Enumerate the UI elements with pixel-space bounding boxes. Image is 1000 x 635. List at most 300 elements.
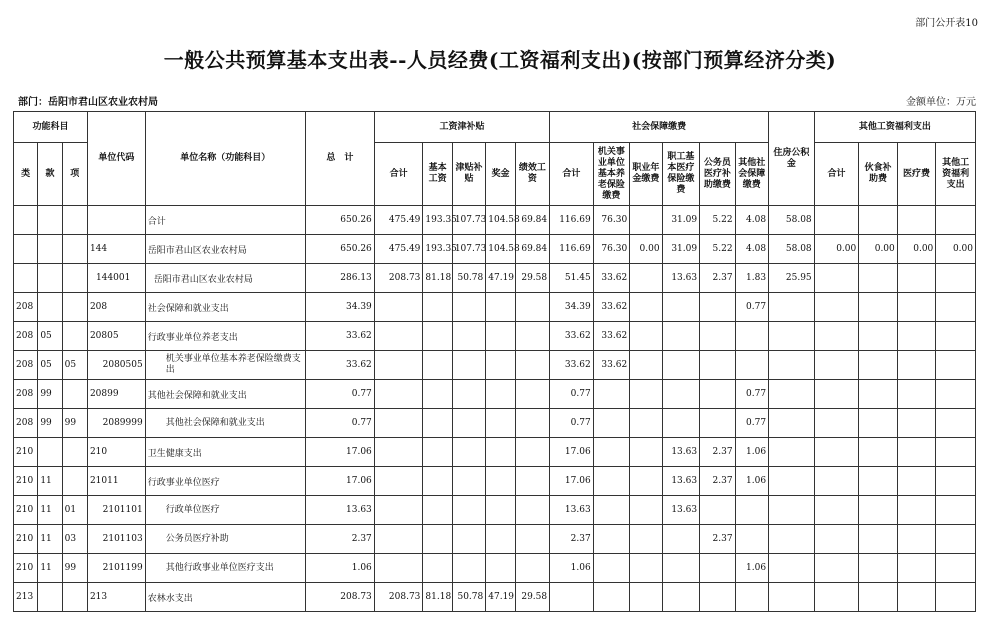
cell-kuan — [38, 293, 62, 322]
cell-value: 1.83 — [735, 264, 768, 293]
cell-xiang: 99 — [62, 409, 87, 438]
cell-unit-name: 岳阳市君山区农业农村局 — [145, 264, 305, 293]
department-label: 部门：岳阳市君山区农业农村局 — [18, 97, 158, 108]
cell-value — [936, 264, 976, 293]
cell-value — [486, 409, 515, 438]
cell-value: 2.37 — [305, 525, 374, 554]
cell-value — [769, 467, 815, 496]
cell-kuan — [38, 264, 62, 293]
cell-unit-name: 机关事业单位基本养老保险缴费支出 — [145, 351, 305, 380]
cell-value — [550, 583, 594, 612]
cell-value: 17.06 — [550, 438, 594, 467]
cell-xiang — [62, 206, 87, 235]
cell-unit-code: 144001 — [87, 264, 145, 293]
cell-value — [814, 322, 859, 351]
cell-value — [423, 380, 452, 409]
cell-value: 33.62 — [305, 351, 374, 380]
header-lei: 类 — [14, 143, 38, 206]
cell-value — [374, 525, 423, 554]
cell-value: 47.19 — [486, 264, 515, 293]
header-medical: 职工基本医疗保险缴费 — [662, 143, 700, 206]
cell-value: 4.08 — [735, 235, 768, 264]
cell-value: 69.84 — [515, 235, 549, 264]
cell-value — [897, 438, 936, 467]
cell-value — [515, 322, 549, 351]
cell-unit-code: 2101101 — [87, 496, 145, 525]
cell-value — [593, 467, 629, 496]
cell-value — [936, 467, 976, 496]
cell-value: 208.73 — [374, 583, 423, 612]
cell-value — [936, 438, 976, 467]
cell-value — [630, 322, 662, 351]
cell-unit-name: 行政事业单位养老支出 — [145, 322, 305, 351]
cell-value — [452, 322, 485, 351]
header-annuity: 职业年金缴费 — [630, 143, 662, 206]
cell-value — [859, 206, 898, 235]
cell-lei — [14, 264, 38, 293]
cell-value: 29.58 — [515, 583, 549, 612]
header-social-group: 社会保障缴费 — [550, 112, 769, 143]
cell-unit-name: 行政事业单位医疗 — [145, 467, 305, 496]
cell-value: 286.13 — [305, 264, 374, 293]
cell-value — [897, 322, 936, 351]
cell-value: 29.58 — [515, 264, 549, 293]
table-number-label: 部门公开表10 — [915, 18, 978, 29]
cell-value — [662, 554, 700, 583]
cell-value: 0.77 — [550, 380, 594, 409]
cell-value: 2.37 — [700, 264, 735, 293]
cell-value — [452, 525, 485, 554]
cell-value — [897, 554, 936, 583]
cell-value — [897, 467, 936, 496]
cell-value: 1.06 — [550, 554, 594, 583]
cell-unit-name: 其他行政事业单位医疗支出 — [145, 554, 305, 583]
cell-value: 0.77 — [735, 380, 768, 409]
cell-value: 4.08 — [735, 206, 768, 235]
cell-value — [486, 351, 515, 380]
cell-value: 13.63 — [662, 496, 700, 525]
cell-value — [423, 438, 452, 467]
cell-value — [452, 438, 485, 467]
cell-value — [769, 438, 815, 467]
header-unit-code: 单位代码 — [87, 112, 145, 206]
cell-value — [897, 525, 936, 554]
cell-value: 13.63 — [662, 264, 700, 293]
cell-value — [515, 380, 549, 409]
cell-value — [700, 293, 735, 322]
header-medical-fee: 医疗费 — [897, 143, 936, 206]
cell-value: 0.00 — [897, 235, 936, 264]
cell-value — [630, 583, 662, 612]
cell-kuan — [38, 583, 62, 612]
cell-unit-name: 其他社会保障和就业支出 — [145, 409, 305, 438]
cell-value — [593, 438, 629, 467]
cell-value — [593, 583, 629, 612]
cell-unit-code: 21011 — [87, 467, 145, 496]
cell-value — [593, 496, 629, 525]
cell-value: 0.77 — [305, 409, 374, 438]
cell-xiang: 03 — [62, 525, 87, 554]
cell-kuan — [38, 206, 62, 235]
cell-value — [814, 264, 859, 293]
cell-value — [897, 583, 936, 612]
cell-value — [859, 380, 898, 409]
cell-value — [700, 496, 735, 525]
header-wages-group: 工资津补贴 — [374, 112, 549, 143]
cell-value — [486, 496, 515, 525]
cell-value — [515, 525, 549, 554]
cell-value — [423, 496, 452, 525]
cell-value: 58.08 — [769, 235, 815, 264]
cell-value — [452, 380, 485, 409]
table-row — [14, 583, 976, 612]
cell-unit-name: 社会保障和就业支出 — [145, 293, 305, 322]
header-social-total: 合计 — [550, 143, 594, 206]
cell-value: 69.84 — [515, 206, 549, 235]
cell-xiang — [62, 583, 87, 612]
cell-value: 208.73 — [305, 583, 374, 612]
cell-lei: 208 — [14, 351, 38, 380]
cell-value — [630, 264, 662, 293]
cell-unit-code: 2080505 — [87, 351, 145, 380]
cell-value — [515, 467, 549, 496]
cell-value: 2.37 — [700, 438, 735, 467]
cell-value: 13.63 — [662, 438, 700, 467]
cell-value: 33.62 — [593, 264, 629, 293]
cell-value — [515, 554, 549, 583]
cell-value — [814, 583, 859, 612]
cell-value — [630, 554, 662, 583]
cell-value — [486, 322, 515, 351]
cell-value — [486, 467, 515, 496]
cell-xiang — [62, 467, 87, 496]
cell-value — [374, 438, 423, 467]
table-row — [14, 467, 976, 496]
cell-value — [859, 496, 898, 525]
cell-xiang — [62, 380, 87, 409]
table-row — [14, 554, 976, 583]
cell-kuan: 11 — [38, 496, 62, 525]
cell-value — [814, 293, 859, 322]
cell-xiang — [62, 264, 87, 293]
cell-value — [662, 583, 700, 612]
cell-value: 650.26 — [305, 206, 374, 235]
cell-value — [593, 554, 629, 583]
cell-kuan: 11 — [38, 467, 62, 496]
cell-value — [700, 409, 735, 438]
cell-value — [936, 554, 976, 583]
cell-value: 208.73 — [374, 264, 423, 293]
cell-value — [814, 206, 859, 235]
cell-value — [897, 264, 936, 293]
table-row — [14, 235, 976, 264]
cell-value: 34.39 — [305, 293, 374, 322]
cell-value — [423, 525, 452, 554]
cell-value — [769, 322, 815, 351]
header-xiang: 项 — [62, 143, 87, 206]
cell-value — [630, 206, 662, 235]
cell-value — [936, 496, 976, 525]
cell-value — [515, 351, 549, 380]
cell-unit-name: 公务员医疗补助 — [145, 525, 305, 554]
cell-value: 13.63 — [305, 496, 374, 525]
cell-value — [769, 380, 815, 409]
cell-xiang — [62, 235, 87, 264]
cell-value: 31.09 — [662, 206, 700, 235]
cell-value — [662, 525, 700, 554]
cell-value: 13.63 — [662, 467, 700, 496]
cell-value: 5.22 — [700, 235, 735, 264]
cell-value: 17.06 — [305, 438, 374, 467]
cell-value: 17.06 — [550, 467, 594, 496]
cell-value: 107.73 — [452, 206, 485, 235]
cell-value: 475.49 — [374, 206, 423, 235]
cell-value: 650.26 — [305, 235, 374, 264]
cell-value — [486, 554, 515, 583]
header-allowance: 津贴补贴 — [452, 143, 485, 206]
cell-value: 34.39 — [550, 293, 594, 322]
cell-kuan — [38, 438, 62, 467]
cell-value — [897, 496, 936, 525]
cell-value — [593, 525, 629, 554]
cell-value: 1.06 — [735, 438, 768, 467]
cell-value — [630, 293, 662, 322]
cell-xiang: 05 — [62, 351, 87, 380]
cell-value: 5.22 — [700, 206, 735, 235]
cell-unit-name: 其他社会保障和就业支出 — [145, 380, 305, 409]
header-other-total: 合计 — [814, 143, 859, 206]
cell-value: 76.30 — [593, 235, 629, 264]
cell-value: 0.00 — [936, 235, 976, 264]
cell-value — [662, 293, 700, 322]
cell-value — [897, 409, 936, 438]
cell-value: 17.06 — [305, 467, 374, 496]
cell-unit-code: 208 — [87, 293, 145, 322]
cell-lei: 210 — [14, 554, 38, 583]
cell-value: 104.58 — [486, 235, 515, 264]
header-basic-wage: 基本工资 — [423, 143, 452, 206]
cell-value — [515, 409, 549, 438]
cell-lei: 210 — [14, 496, 38, 525]
table-row — [14, 438, 976, 467]
cell-unit-code: 210 — [87, 438, 145, 467]
cell-value — [662, 322, 700, 351]
cell-value: 116.69 — [550, 235, 594, 264]
cell-value: 76.30 — [593, 206, 629, 235]
cell-lei: 208 — [14, 293, 38, 322]
cell-value: 33.62 — [550, 322, 594, 351]
cell-value: 81.18 — [423, 264, 452, 293]
cell-value — [662, 409, 700, 438]
cell-value: 475.49 — [374, 235, 423, 264]
header-merit-pay: 绩效工资 — [515, 143, 549, 206]
page-title: 一般公共预算基本支出表--人员经费(工资福利支出)(按部门预算经济分类) — [163, 48, 837, 72]
cell-value: 0.77 — [550, 409, 594, 438]
header-civil-medical: 公务员医疗补助缴费 — [700, 143, 735, 206]
cell-value — [859, 409, 898, 438]
cell-value: 1.06 — [305, 554, 374, 583]
cell-value — [374, 467, 423, 496]
cell-value: 50.78 — [452, 583, 485, 612]
cell-value — [859, 322, 898, 351]
cell-value — [735, 496, 768, 525]
cell-value — [814, 554, 859, 583]
expenditure-table — [13, 111, 976, 612]
cell-value: 193.35 — [423, 206, 452, 235]
cell-value — [700, 322, 735, 351]
cell-value — [859, 351, 898, 380]
cell-value — [769, 351, 815, 380]
cell-value — [630, 525, 662, 554]
cell-kuan: 05 — [38, 322, 62, 351]
header-other-group: 其他工资福利支出 — [814, 112, 975, 143]
cell-value: 51.45 — [550, 264, 594, 293]
header-kuan: 款 — [38, 143, 62, 206]
cell-value — [814, 351, 859, 380]
cell-unit-name: 合计 — [145, 206, 305, 235]
cell-unit-name: 岳阳市君山区农业农村局 — [145, 235, 305, 264]
cell-value: 1.06 — [735, 467, 768, 496]
table-row — [14, 380, 976, 409]
cell-value — [662, 380, 700, 409]
cell-value — [423, 409, 452, 438]
cell-value — [814, 525, 859, 554]
cell-value — [630, 351, 662, 380]
cell-unit-code: 20805 — [87, 322, 145, 351]
cell-xiang — [62, 322, 87, 351]
cell-value — [936, 583, 976, 612]
cell-value — [814, 409, 859, 438]
cell-value — [735, 583, 768, 612]
cell-value — [769, 554, 815, 583]
table-row — [14, 409, 976, 438]
header-other-wage: 其他工资福利支出 — [936, 143, 976, 206]
cell-xiang — [62, 438, 87, 467]
cell-value — [859, 525, 898, 554]
table-row — [14, 525, 976, 554]
cell-value — [423, 351, 452, 380]
cell-value: 0.77 — [735, 293, 768, 322]
cell-value — [769, 293, 815, 322]
cell-value — [700, 351, 735, 380]
cell-value — [859, 583, 898, 612]
table-row — [14, 206, 976, 235]
cell-value — [735, 525, 768, 554]
cell-value — [630, 438, 662, 467]
cell-lei: 208 — [14, 409, 38, 438]
cell-value — [735, 322, 768, 351]
cell-lei: 210 — [14, 438, 38, 467]
cell-lei — [14, 235, 38, 264]
cell-value — [630, 496, 662, 525]
cell-value — [593, 409, 629, 438]
cell-value — [897, 206, 936, 235]
cell-value: 107.73 — [452, 235, 485, 264]
cell-value — [936, 322, 976, 351]
cell-value: 0.00 — [630, 235, 662, 264]
cell-value — [630, 380, 662, 409]
cell-value — [735, 351, 768, 380]
table-row — [14, 264, 976, 293]
cell-value — [374, 293, 423, 322]
table-row — [14, 322, 976, 351]
cell-value — [630, 409, 662, 438]
cell-value: 0.77 — [735, 409, 768, 438]
cell-value — [423, 554, 452, 583]
amount-unit-label: 金额单位：万元 — [906, 97, 976, 108]
cell-value: 2.37 — [700, 525, 735, 554]
cell-value — [515, 293, 549, 322]
cell-value — [662, 351, 700, 380]
cell-lei: 213 — [14, 583, 38, 612]
cell-kuan: 05 — [38, 351, 62, 380]
cell-value: 116.69 — [550, 206, 594, 235]
cell-value — [769, 496, 815, 525]
cell-value — [452, 496, 485, 525]
cell-unit-code: 2101103 — [87, 525, 145, 554]
cell-value — [423, 293, 452, 322]
cell-unit-code: 213 — [87, 583, 145, 612]
cell-value — [769, 583, 815, 612]
header-total: 总 计 — [305, 112, 374, 206]
cell-value — [814, 438, 859, 467]
cell-value — [374, 496, 423, 525]
table-row — [14, 351, 976, 380]
cell-value: 33.62 — [305, 322, 374, 351]
header-meal: 伙食补助费 — [859, 143, 898, 206]
cell-value — [515, 438, 549, 467]
header-other-social: 其他社会保障缴费 — [735, 143, 768, 206]
cell-value — [486, 380, 515, 409]
cell-value — [452, 467, 485, 496]
cell-xiang: 99 — [62, 554, 87, 583]
cell-value — [374, 351, 423, 380]
cell-value: 0.77 — [305, 380, 374, 409]
cell-value — [897, 380, 936, 409]
cell-unit-code: 20899 — [87, 380, 145, 409]
header-wages-total: 合计 — [374, 143, 423, 206]
cell-value — [936, 409, 976, 438]
cell-value: 2.37 — [700, 467, 735, 496]
cell-value — [897, 293, 936, 322]
header-pension: 机关事业单位基本养老保险缴费 — [593, 143, 629, 206]
cell-value — [486, 293, 515, 322]
cell-value — [859, 293, 898, 322]
cell-value — [936, 351, 976, 380]
cell-lei: 210 — [14, 525, 38, 554]
cell-value: 50.78 — [452, 264, 485, 293]
cell-value: 25.95 — [769, 264, 815, 293]
cell-kuan: 99 — [38, 380, 62, 409]
cell-value: 1.06 — [735, 554, 768, 583]
cell-value — [936, 293, 976, 322]
cell-value — [859, 467, 898, 496]
cell-value: 104.58 — [486, 206, 515, 235]
cell-value — [374, 322, 423, 351]
cell-value: 58.08 — [769, 206, 815, 235]
table-row — [14, 293, 976, 322]
cell-lei: 208 — [14, 322, 38, 351]
cell-value: 33.62 — [593, 351, 629, 380]
cell-kuan: 99 — [38, 409, 62, 438]
cell-value: 31.09 — [662, 235, 700, 264]
cell-unit-code: 144 — [87, 235, 145, 264]
cell-value — [897, 351, 936, 380]
cell-unit-name: 卫生健康支出 — [145, 438, 305, 467]
cell-value — [700, 583, 735, 612]
cell-lei: 210 — [14, 467, 38, 496]
cell-kuan: 11 — [38, 525, 62, 554]
